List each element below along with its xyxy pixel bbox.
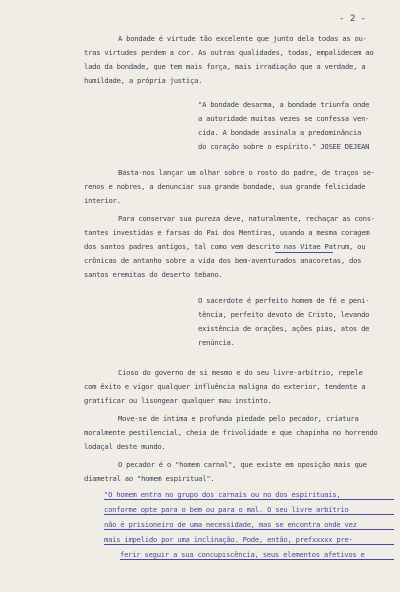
- quote-line: cida. A bondade assinala a predominância: [198, 128, 362, 137]
- quote-line: do coração sobre o espírito." JOSEE DEJEAN: [198, 142, 370, 151]
- quote-underline: [104, 499, 394, 500]
- quote-line: "A bondade desarma, a bondade triunfa onde: [198, 100, 370, 109]
- underlined-quote-line: ferir seguir a sua concupiscência, seus elementos afetivos e: [120, 550, 365, 559]
- underlined-quote-line: não é prisioneiro de uma necessidade, mas se encontra onde vez: [104, 520, 357, 529]
- text-line: humildade, a própria justiça.: [84, 76, 203, 85]
- text-line: tras virtudes perdem a cor. As outras qualidades, todas, empalidecem ao: [84, 48, 374, 57]
- quote-line: a autoridade muitas vezes se confessa ven-: [198, 114, 370, 123]
- quote-underline: [104, 529, 394, 530]
- text-line: Basta-nos lançar um olhar sobre o rosto do padre, de traços se-: [118, 168, 375, 177]
- quote-underline: [104, 514, 394, 515]
- quote-underline: [120, 559, 394, 560]
- underlined-quote-line: conforme opte para o bem ou para o mal. O seu livre arbítrio: [104, 505, 349, 514]
- text-line: lado da bondade, que tem mais força, mais irradiação que a verdade, a: [84, 62, 366, 71]
- text-line: com êxito e vigor qualquer influência maligna do exterior, tendente a: [84, 382, 366, 391]
- text-line: tantes investidas e farsas do Pai dos Mentiras, usando a mesma coragem: [84, 228, 370, 237]
- text-line: moralmente pestilencial, cheia de frivolidade e que chapinha no horrendo: [84, 428, 378, 437]
- text-line: lodaçal deste mundo.: [84, 442, 166, 451]
- text-line: renos e nobres, a denunciar sua grande bondade, sua grande felicidade: [84, 182, 366, 191]
- text-line: interior.: [84, 196, 121, 205]
- indented-line: renúncia.: [198, 338, 235, 347]
- text-line: O pecador é o "homem carnal", que existe em oposição mais que: [118, 460, 367, 469]
- text-line: diametral ao "homem espiritual".: [84, 474, 215, 483]
- underlined-quote-line: "O homem entra no grupo dos carnais ou no dos espirituais,: [104, 490, 341, 499]
- vitae-patrum-underline: [275, 252, 333, 253]
- underlined-quote-line: mais impelido por uma inclinação. Pode, então, prefxxxxx pre-: [104, 535, 353, 544]
- indented-line: tência, perfeito devoto de Cristo, levando: [198, 310, 370, 319]
- text-line: crônicas de antanho sobre a vida dos bem-aventurados anacoretas, dos: [84, 256, 362, 265]
- quote-underline: [104, 544, 394, 545]
- text-line: Move-se de íntima e profunda piedade pelo pecador, criatura: [118, 414, 359, 423]
- text-line: Cioso do governo de si mesmo e do seu livre-arbítrio, repele: [118, 368, 363, 377]
- indented-line: O sacerdote é perfeito homem de fé e peni-: [198, 296, 370, 305]
- text-line: Para conservar sua pureza deve, naturalmente, rechaçar as cons-: [118, 214, 375, 223]
- text-line: A bondade é virtude tão excelente que junto dela todas as ou-: [118, 34, 367, 43]
- indented-line: existência de orações, ações pias, atos de: [198, 324, 370, 333]
- page-number: - 2 -: [339, 14, 367, 24]
- text-line: gratificar ou lisongear qualquer mau instinto.: [84, 396, 272, 405]
- text-line: santos eremitas do deserto tebano.: [84, 270, 223, 279]
- text-line: dos santos padres antigos, tal como vem descrito nas Vitae Patrum, ou: [84, 242, 366, 251]
